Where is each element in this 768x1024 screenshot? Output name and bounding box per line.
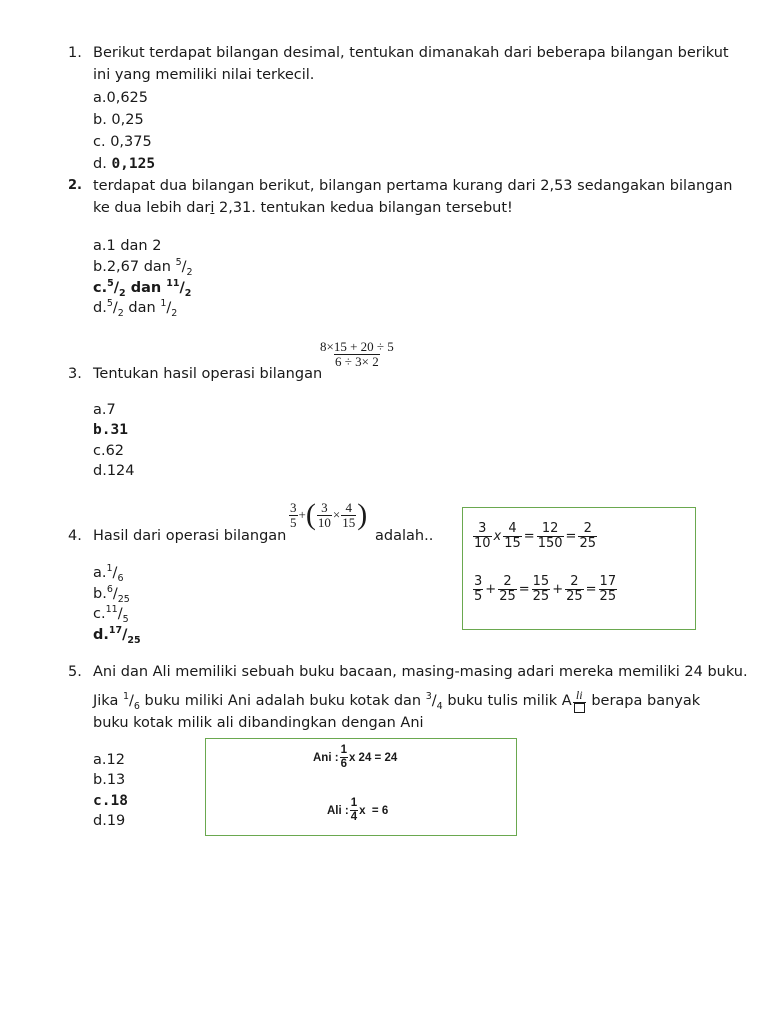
q2-option-c-prefix: c. [93,280,108,296]
q4-text-after: adalah.. [375,528,434,544]
q2-option-b [93,257,193,277]
q2-option-d [93,298,177,318]
q4-expr-n1: 3 [290,499,297,515]
q2-c-frac1-num: 5 [107,278,114,290]
q4-r1-n4: 2 [583,521,592,536]
q4-a-num: 1 [106,563,113,575]
q4-r2-n5: 17 [599,574,617,589]
q5-line2-d: berapa banyak [586,693,701,709]
q5-ani-label: Ani : [313,751,339,764]
q4-expr-d2: 10 [317,514,331,530]
q3-option-d: d.124 [93,463,135,479]
q4-r2-n2: 2 [503,574,512,589]
q4-r1-d2: 15 [504,536,521,551]
q2-c-frac1-den: 2 [119,287,126,299]
q3-option-b: b.31 [93,422,128,438]
q3-number: 3. [68,366,82,382]
q4-expr-times: × [332,507,341,522]
q4-d-den: 25 [127,634,141,646]
q5-ali-rest: x = 6 [359,804,389,817]
q2-d-slash2: / [166,300,172,316]
q4-r1-d3: 150 [537,536,563,551]
q4-solution-row2 [472,575,618,604]
q1-option-a: a.0,625 [93,90,149,106]
q4-c-slash: / [117,606,123,622]
q2-text-line1: terdapat dua bilangan berikut, bilangan pertama kurang dari 2,53 sedangakan bilangan [93,178,733,194]
q5-text-line1: Ani dan Ali memiliki sebuah buku bacaan, masing-masing adari mereka memiliki 24 buku. [93,664,748,680]
q5-solution-ani [313,744,397,771]
q2-c-slash2: / [179,280,185,296]
q2-d-frac2-num: 1 [160,298,167,310]
q2-c-slash1: / [113,280,120,296]
q5-frac2-slash: / [431,693,437,709]
q4-r2-d3: 25 [532,589,550,604]
q1-option-b: b. 0,25 [93,112,144,128]
q2-d-frac1-num: 5 [106,298,113,310]
q4-option-b [93,584,130,604]
q4-r2-d4: 25 [566,589,583,604]
q5-number: 5. [68,664,82,680]
q2-option-d-prefix: d. [93,300,107,316]
q4-a-den: 6 [117,572,124,584]
q4-r2-d5: 25 [599,589,617,604]
q4-b-den: 25 [117,593,130,605]
q4-expr-paren-close: ) [357,498,368,531]
q3-option-a: a.7 [93,402,116,418]
q4-r2-n4: 2 [570,574,579,589]
q4-r2-d1: 5 [474,589,483,604]
q2-c-frac2-num: 11 [166,278,180,290]
q4-expression [288,500,367,530]
q5-li-box [573,702,586,714]
q4-option-d-prefix: d. [93,627,109,643]
q5-ali-label: Ali : [327,804,349,817]
q4-expr-n2: 3 [321,499,328,515]
q1-option-d-answer: 0,125 [111,156,156,172]
q4-r2-op1: + [485,582,497,597]
q2-option-c-dan: dan [125,280,167,296]
q1-text-line2: ini yang memiliki nilai terkecil. [93,67,315,83]
q4-r1-d1: 10 [474,536,491,551]
q5-solution-ali [327,797,388,824]
q4-option-c [93,604,129,624]
q4-r2-op2: + [552,582,564,597]
q4-option-c-prefix: c. [93,606,106,622]
q4-r2-n3: 15 [532,574,550,589]
q4-r2-d2: 25 [499,589,516,604]
q2-b-frac-num: 5 [175,257,182,269]
q5-frac2-den: 4 [436,700,443,712]
q2-text-line2 [93,198,513,218]
q5-option-c: c.18 [93,793,128,809]
q4-expr-d3: 15 [342,514,356,530]
q4-c-num: 11 [105,604,118,616]
q5-frac2-num: 3 [425,691,432,703]
q4-expr-plus: + [298,507,306,522]
q4-d-slash: / [122,627,128,643]
q4-d-num: 17 [108,625,123,637]
q2-text-line2-a: ke dua lebih dar [93,200,211,216]
q5-line2-a: Jika [93,693,123,709]
q4-r1-n2: 4 [508,521,517,536]
q5-option-a: a.12 [93,752,125,768]
q5-frac1-slash: / [129,693,134,709]
q4-c-den: 5 [122,613,129,625]
q4-b-num: 6 [106,584,113,596]
q1-option-d [93,154,155,174]
q4-option-a [93,563,123,583]
q5-ani-rest: x 24 = 24 [348,751,398,764]
q5-option-b: b.13 [93,772,126,788]
q1-number: 1. [68,45,82,61]
q5-ali-den: 4 [350,811,358,823]
q1-text-line1: Berikut terdapat bilangan desimal, tentukan dimanakah dari beberapa bilangan berikut [93,45,729,61]
q5-ani-den: 6 [340,758,347,770]
q3-expression-denominator: 6 ÷ 3× 2 [335,354,379,369]
q2-number: 2. [68,178,82,193]
q2-text-line2-underlined: i [210,200,215,216]
q2-option-c [93,278,191,298]
q4-r2-eq1: = [518,582,530,597]
q2-c-frac2-den: 2 [184,287,192,299]
q4-option-a-prefix: a. [93,565,107,581]
q5-li-fraction [573,688,586,714]
q4-solution-row1 [472,522,598,551]
q5-ani-num: 1 [340,744,347,756]
q5-frac1-num: 1 [122,691,129,703]
q2-d-frac1-den: 2 [117,307,124,319]
q4-text: Hasil dari operasi bilangan [93,528,287,544]
q1-option-c: c. 0,375 [93,134,152,150]
q1-option-d-prefix: d. [93,156,107,172]
q4-option-d [93,625,141,645]
q4-r1-eq2: = [565,529,577,544]
q2-d-slash1: / [112,300,118,316]
q4-r1-n3: 12 [541,521,559,536]
q4-expr-paren-open: ( [305,498,316,531]
q2-option-b-text: b.2,67 dan [93,259,176,275]
q4-a-slash: / [112,565,118,581]
q4-r2-eq2: = [585,582,597,597]
q2-b-frac-den: 2 [186,266,193,278]
q5-frac1-den: 6 [133,700,140,712]
q2-text-line2-b: 2,31. tentukan kedua bilangan tersebut! [214,200,513,216]
q3-expression-numerator: 8×15 + 20 ÷ 5 [320,339,394,354]
q4-r1-d4: 25 [579,536,596,551]
q2-option-a: a.1 dan 2 [93,238,162,254]
q4-expr-n3: 4 [345,499,352,515]
q3-expression [318,340,396,369]
q5-text-line3: buku kotak milik ali dibandingkan dengan Ani [93,715,424,731]
q5-option-d: d.19 [93,813,126,829]
q5-line2-c: buku tulis milik A [442,693,572,709]
q4-r1-eq1: = [523,529,535,544]
q5-line2-b: buku miliki Ani adalah buku kotak dan [139,693,426,709]
q5-li-numerator: li [575,688,583,702]
q2-option-d-dan: dan [123,300,161,316]
q4-expr-d1: 5 [290,514,297,530]
q4-b-slash: / [112,586,118,602]
q5-text-line2 [93,688,700,714]
q4-r1-op1: x [493,529,502,544]
q5-ali-num: 1 [350,797,358,809]
q3-option-c: c.62 [93,443,125,459]
q2-b-slash: / [181,259,187,275]
q3-text: Tentukan hasil operasi bilangan [93,366,323,382]
q4-r2-n1: 3 [474,574,483,589]
q4-number: 4. [68,528,82,544]
q4-option-b-prefix: b. [93,586,107,602]
q2-d-frac2-den: 2 [171,307,178,319]
q4-r1-n1: 3 [478,521,487,536]
